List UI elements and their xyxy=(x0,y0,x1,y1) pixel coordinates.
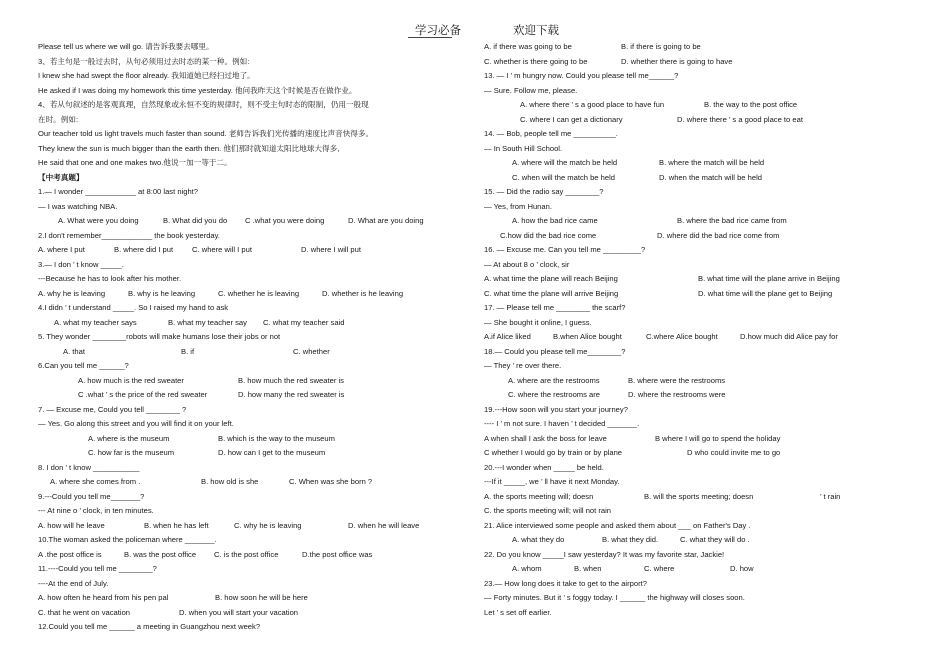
text-line xyxy=(484,345,914,360)
answer-option: D. where did the bad rice come from xyxy=(657,230,780,240)
answer-option: B. will the sports meeting; doesn xyxy=(644,491,754,501)
answer-option: B. what they did. xyxy=(602,535,659,544)
answer-option: C. whether is there going to be xyxy=(484,56,588,66)
answer-option: B. was the post office xyxy=(124,549,197,559)
answer-option: A. where she comes from . xyxy=(50,477,141,486)
text-line xyxy=(38,171,438,186)
text-line xyxy=(38,620,438,635)
answer-option: B. what time will the plane arrive in Beijing xyxy=(698,274,840,283)
header-right-text: 欢迎下载 xyxy=(513,25,559,37)
answer-option: A. what they do xyxy=(512,535,565,544)
text-line xyxy=(38,562,438,577)
text-line xyxy=(38,113,438,128)
option-line xyxy=(38,432,438,447)
option-line xyxy=(484,287,914,302)
answer-option: B. where did I put xyxy=(114,245,174,254)
answer-option: A. how will he leave xyxy=(38,520,105,530)
answer-option: C. where the restrooms are xyxy=(508,390,601,399)
text-line xyxy=(38,185,438,200)
line-text: He asked if I was doing my homework this time yesterday. 他问我昨天这个时候是否在做作业。 xyxy=(38,85,357,95)
text-line xyxy=(484,243,914,258)
line-text: 18.— Could you please tell me________? xyxy=(484,346,626,356)
answer-option: B. if xyxy=(181,346,195,356)
answer-option: A. what my teacher says xyxy=(54,317,137,327)
answer-option: C. what they will do . xyxy=(680,535,750,544)
option-line xyxy=(38,374,438,389)
answer-option: A. what time the plane will reach Beijing xyxy=(484,274,618,283)
line-text: ----At the end of July. xyxy=(38,578,109,588)
line-text: They knew the sun is much bigger than the earth then. 他们那时就知道太阳比地球大得多, xyxy=(38,143,340,153)
answer-option: C. When was she born ? xyxy=(289,477,373,486)
line-text: 14. — Bob, people tell me __________. xyxy=(484,129,618,138)
text-line xyxy=(38,403,438,418)
left-column xyxy=(38,40,438,635)
line-text: 3、若主句是一般过去时，从句必须用过去时态的某一种。例如: xyxy=(38,56,250,66)
answer-option: D. where there ’ s a good place to eat xyxy=(677,114,803,124)
line-text: 13. — I ’ m hungry now. Could you please tell me______? xyxy=(484,71,679,80)
answer-option: B. when he has left xyxy=(144,520,209,530)
option-line xyxy=(484,490,914,505)
line-text: 17. — Please tell me ________ the scarf? xyxy=(484,303,626,312)
option-line xyxy=(484,562,914,577)
line-text: 11.----Could you tell me ________? xyxy=(38,564,157,573)
text-line xyxy=(38,330,438,345)
answer-option: A. if there was going to be xyxy=(484,42,572,51)
text-line xyxy=(38,200,438,215)
text-line xyxy=(484,475,914,490)
option-line xyxy=(484,374,914,389)
page-header xyxy=(0,22,950,38)
text-line xyxy=(484,504,914,519)
text-line xyxy=(484,417,914,432)
option-line xyxy=(484,171,914,186)
option-line xyxy=(484,446,914,461)
option-line xyxy=(38,287,438,302)
answer-option: A. where I put xyxy=(38,245,85,254)
text-line xyxy=(484,403,914,418)
answer-option: C. whether xyxy=(293,346,330,356)
answer-option: D. when the match will be held xyxy=(659,172,762,182)
line-text: 10.The woman asked the policeman where _______. xyxy=(38,535,217,544)
option-line xyxy=(484,113,914,128)
answer-option: C. why he is leaving xyxy=(234,520,302,530)
answer-option: B. when xyxy=(574,564,602,573)
line-text: 22. Do you know _____I saw yesterday? It was my favorite star, Jackie! xyxy=(484,549,725,559)
line-text: — At about 8 o ’ clock, sir xyxy=(484,259,570,269)
answer-option: A. where there ’ s a good place to have fun xyxy=(520,100,665,109)
text-line xyxy=(484,519,914,534)
line-text: 8. I don ' t know ___________ xyxy=(38,462,140,472)
answer-option: B. why is he leaving xyxy=(128,288,196,298)
option-line xyxy=(484,214,914,229)
answer-option: C.where Alice bought xyxy=(646,332,718,341)
text-line xyxy=(38,40,438,55)
option-line xyxy=(484,330,914,345)
answer-option: ’ t rain xyxy=(820,491,841,501)
answer-option: C. what time the plane will arrive Beijing xyxy=(484,288,619,298)
option-line xyxy=(38,345,438,360)
line-text: — In South Hill School. xyxy=(484,143,563,153)
line-text: — Yes, from Hunan. xyxy=(484,201,552,211)
answer-option: A. the sports meeting will; doesn xyxy=(484,491,594,501)
option-line xyxy=(38,591,438,606)
text-line xyxy=(484,606,914,621)
answer-option: B. the way to the post office xyxy=(704,100,798,109)
answer-option: C. where xyxy=(644,564,675,573)
line-text: --- At nine o ’ clock, in ten minutes. xyxy=(38,506,154,515)
answer-option: D. what time will the plane get to Beijing xyxy=(698,288,833,298)
answer-option: A. What were you doing xyxy=(58,216,139,225)
answer-option: A. that xyxy=(63,346,85,356)
header-underline xyxy=(408,37,452,38)
answer-option: B. where the match will be held xyxy=(659,158,765,167)
answer-option: A.if Alice liked xyxy=(484,332,531,341)
answer-option: D.the post office was xyxy=(302,549,373,559)
option-line xyxy=(484,432,914,447)
line-text: Please tell us where we will go. 请告诉我要去哪里。 xyxy=(38,42,214,51)
line-text: 15. — Did the radio say ________? xyxy=(484,187,604,196)
line-text: — Sure. Follow me, please. xyxy=(484,85,578,95)
text-line xyxy=(38,98,438,113)
answer-option: A. how much is the red sweater xyxy=(78,375,184,385)
answer-option: A. where is the museum xyxy=(88,433,170,443)
text-line xyxy=(38,301,438,316)
text-line xyxy=(484,185,914,200)
line-text: 4.I didn ’ t understand _____. So I raised my hand to ask xyxy=(38,303,229,312)
answer-option: A. whom xyxy=(512,564,542,573)
option-line xyxy=(38,388,438,403)
answer-option: B. if there is going to be xyxy=(621,42,701,51)
option-line xyxy=(38,475,438,490)
answer-option: C. whether he is leaving xyxy=(218,288,300,298)
answer-option: D who could invite me to go xyxy=(687,448,781,457)
line-text: 在时。例如: xyxy=(38,114,79,124)
text-line xyxy=(38,258,438,273)
text-line xyxy=(38,272,438,287)
answer-option: A. how often he heard from his pen pal xyxy=(38,593,169,602)
line-text: Our teacher told us light travels much faster than sound. 老师告诉我们光传播的速度比声音快得多。 xyxy=(38,129,374,138)
line-text: — Forty minutes. But it ’ s foggy today. I ______ the highway will closes soon. xyxy=(484,593,745,602)
line-text: ---If it _____, we ’ ll have it next Monday. xyxy=(484,477,620,486)
answer-option: A .the post office is xyxy=(38,549,102,559)
answer-option: D. where the restrooms were xyxy=(628,390,726,399)
line-text: — Yes. Go along this street and you will find it on your left. xyxy=(38,419,234,428)
answer-option: C. is the post office xyxy=(214,549,279,559)
answer-option: A. where are the restrooms xyxy=(508,375,600,385)
answer-option: A. why he is leaving xyxy=(38,288,106,298)
text-line xyxy=(38,127,438,142)
answer-option: B. what my teacher say xyxy=(168,317,247,327)
answer-option: D.how much did Alice pay for xyxy=(740,332,838,341)
line-text: 21. Alice interviewed some people and asked them about ___ on Father's Day . xyxy=(484,520,751,530)
text-line xyxy=(484,548,914,563)
option-line xyxy=(38,214,438,229)
line-text: 5. They wonder ________robots will make humans lose their jobs or not xyxy=(38,332,281,341)
line-text: 9.---Could you tell me_______? xyxy=(38,491,145,501)
text-line xyxy=(38,417,438,432)
text-line xyxy=(484,127,914,142)
line-text: ---Because he has to look after his mother. xyxy=(38,274,182,283)
option-line xyxy=(38,519,438,534)
line-text: He said that one and one makes two.他说一加一等于二。 xyxy=(38,158,232,167)
answer-option: D. how xyxy=(730,564,754,573)
line-text: 7. — Excuse me, Could you tell ________ ? xyxy=(38,404,187,414)
header-left-text: 学习必备 xyxy=(415,25,461,37)
line-text: 1.— I wonder ____________ at 8:00 last night? xyxy=(38,187,199,196)
answer-option: C. where I can get a dictionary xyxy=(520,114,623,124)
answer-option: C .what you were doing xyxy=(245,216,325,225)
line-text: — I was watching NBA. xyxy=(38,201,118,211)
text-line xyxy=(38,533,438,548)
text-line xyxy=(38,577,438,592)
answer-option: D. how many the red sweater is xyxy=(238,390,345,399)
text-line xyxy=(38,156,438,171)
answer-option: B. which is the way to the museum xyxy=(218,433,335,443)
answer-option: A. how the bad rice came xyxy=(512,216,598,225)
answer-option: B. where were the restrooms xyxy=(628,375,726,385)
line-text: 2.I don't remember____________ the book yesterday. xyxy=(38,230,220,240)
option-line xyxy=(484,98,914,113)
text-line xyxy=(484,301,914,316)
answer-option: D. whether is he leaving xyxy=(322,288,404,298)
text-line xyxy=(484,142,914,157)
line-text: Let ’ s set off earlier. xyxy=(484,607,552,617)
option-line xyxy=(484,388,914,403)
answer-option: C. what my teacher said xyxy=(263,317,345,327)
answer-option: B. where the bad rice came from xyxy=(677,216,787,225)
text-line xyxy=(484,258,914,273)
answer-option: B. What did you do xyxy=(163,216,228,225)
answer-option: A when shall I ask the boss for leave xyxy=(484,433,607,443)
option-line xyxy=(484,40,914,55)
option-line xyxy=(484,229,914,244)
text-line xyxy=(484,84,914,99)
option-line xyxy=(484,272,914,287)
text-line xyxy=(484,69,914,84)
answer-option: B. how much the red sweater is xyxy=(238,375,344,385)
text-line xyxy=(38,69,438,84)
text-line xyxy=(38,504,438,519)
line-text: 23.— How long does it take to get to the airport? xyxy=(484,578,647,588)
answer-option: C. how far is the museum xyxy=(88,448,175,457)
line-text: 4、若从句叙述的是客观真理，自然现象或永恒不变的规律时，则不受主句时态的限制，仍用一般现 xyxy=(38,100,369,109)
text-line xyxy=(484,316,914,331)
line-text: — She bought it online, I guess. xyxy=(484,317,592,327)
answer-option: D. when you will start your vacation xyxy=(179,607,299,617)
option-line xyxy=(38,548,438,563)
answer-option: B where I will go to spend the holiday xyxy=(655,433,781,443)
text-line xyxy=(38,461,438,476)
answer-option: D. What are you doing xyxy=(348,216,424,225)
option-line xyxy=(38,316,438,331)
text-line xyxy=(38,229,438,244)
answer-option: C. that he went on vacation xyxy=(38,607,131,617)
answer-option: D. when he will leave xyxy=(348,520,420,530)
text-line xyxy=(38,490,438,505)
text-line xyxy=(38,55,438,70)
line-text: 19.---How soon will you start your journey? xyxy=(484,404,628,414)
answer-option: C .what ’ s the price of the red sweater xyxy=(78,390,208,399)
answer-option: D. where I will put xyxy=(301,245,361,254)
line-text: 20.---I wonder when _____ be held. xyxy=(484,462,604,472)
text-line xyxy=(38,142,438,157)
answer-option: D. whether there is going to have xyxy=(621,56,733,66)
right-column xyxy=(484,40,914,620)
text-line xyxy=(484,359,914,374)
answer-option: B. how soon he will be here xyxy=(215,593,308,602)
text-line xyxy=(484,591,914,606)
option-line xyxy=(484,55,914,70)
line-text: 6.Can you tell me ______? xyxy=(38,361,129,370)
option-line xyxy=(484,533,914,548)
line-text: — They ’ re over there. xyxy=(484,361,562,370)
answer-option: C whether I would go by train or by plane xyxy=(484,448,623,457)
option-line xyxy=(38,606,438,621)
option-line xyxy=(38,446,438,461)
answer-option: D. how can I get to the museum xyxy=(218,448,326,457)
line-text: 16. — Excuse me. Can you tell me _________? xyxy=(484,245,646,254)
line-text: ---- I ’ m not sure. I haven ’ t decided _______. xyxy=(484,419,640,428)
text-line xyxy=(484,200,914,215)
text-line xyxy=(38,359,438,374)
line-text: I knew she had swept the floor already. 我知道她已经扫过地了。 xyxy=(38,71,255,80)
section-title: 【中考真题】 xyxy=(38,172,84,182)
answer-option: A. where will the match be held xyxy=(512,158,618,167)
line-text: 12.Could you tell me ______ a meeting in Guangzhou next week? xyxy=(38,622,261,631)
answer-option: B. how old is she xyxy=(201,477,259,486)
text-line xyxy=(38,84,438,99)
option-line xyxy=(484,156,914,171)
line-text: C. the sports meeting will; will not rain xyxy=(484,506,612,515)
answer-option: C. when will the match be held xyxy=(512,172,615,182)
option-line xyxy=(38,243,438,258)
answer-option: B.when Alice bought xyxy=(553,332,622,341)
answer-option: C. where will I put xyxy=(192,245,252,254)
text-line xyxy=(484,577,914,592)
text-line xyxy=(484,461,914,476)
answer-option: C.how did the bad rice come xyxy=(500,230,597,240)
line-text: 3.— I don ’ t know _____. xyxy=(38,259,124,269)
